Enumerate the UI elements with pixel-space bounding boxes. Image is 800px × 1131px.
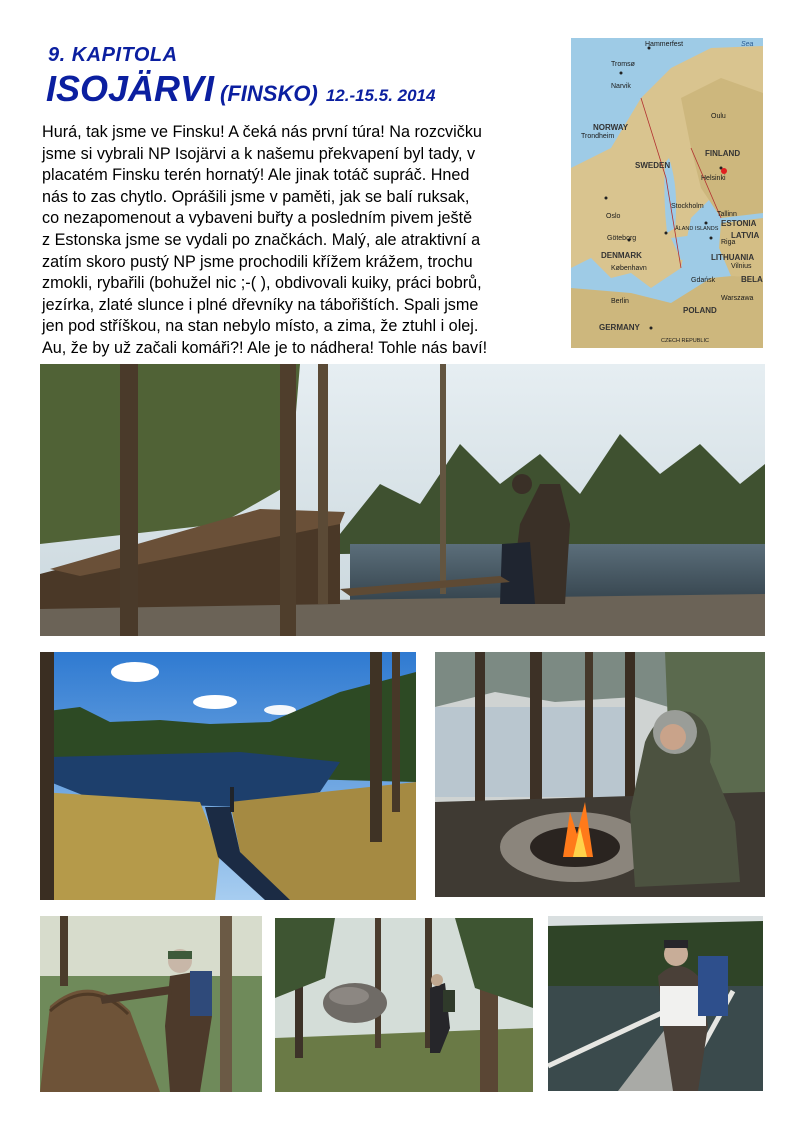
scandinavia-map <box>571 38 763 348</box>
title-dates: 12.-15.5. 2014 <box>325 86 436 105</box>
story-line: jen pod stříškou, na stan nebylo místo, a zima, že ztuhl i olej. <box>42 317 479 336</box>
map-country-label: LITHUANIA <box>711 253 755 262</box>
photo-campfire <box>435 652 765 897</box>
story-line: placatém Finsku terén hornatý! Ale jinak totáč supráč. Hned <box>42 166 470 185</box>
title-country: (FINSKO) <box>220 81 318 106</box>
map-label: Riga <box>721 239 736 246</box>
story-line: Hurá, tak jsme ve Finsku! A čeká nás první túra! Na rozcvičku <box>42 123 482 141</box>
photo-lean-to-lake <box>40 364 765 636</box>
story-line: jsme si vybrali NP Isojärvi a k našemu překvapení byl tady, v <box>42 144 476 163</box>
map-label: Vilnius <box>731 263 752 270</box>
map-city-dot <box>650 327 653 330</box>
map-label: Warszawa <box>721 295 754 302</box>
story-line: z Estonska jsme se vydali po značkách. Malý, ale atraktivní a <box>42 230 481 249</box>
map-country-label: FINLAND <box>705 149 741 158</box>
map-country-label: ESTONIA <box>721 219 757 228</box>
map-label: Tallinn <box>717 211 737 218</box>
story-line: jezírka, zlaté slunce i plné dřevníky na tábořištích. Spali jsme <box>42 295 479 314</box>
map-label: Gdańsk <box>691 277 716 284</box>
map-country-label: DENMARK <box>601 251 642 260</box>
photo-footbridge <box>548 916 763 1091</box>
map-label: Hammerfest <box>645 41 684 48</box>
photo-pond-stream <box>40 652 416 900</box>
map-country-label: NORWAY <box>593 123 629 132</box>
story-line: zatím skoro pustý NP jsme prochodili křížem krážem, trochu <box>42 252 473 271</box>
map-city-dot <box>705 222 708 225</box>
map-label: Tromsø <box>611 61 635 68</box>
map-location-marker <box>721 168 727 174</box>
map-country-label: GERMANY <box>599 323 640 332</box>
map-country-label: SWEDEN <box>635 161 671 170</box>
map-city-dot <box>665 232 668 235</box>
map-label: Helsinki <box>701 175 726 182</box>
map-city-dot <box>620 72 623 75</box>
story-line: co nezapomenout a vybaveni buřty a posledním pivem ještě <box>42 209 473 228</box>
map-corner-label: CZECH REPUBLIC <box>661 338 709 344</box>
page-title <box>46 68 435 110</box>
map-island-label: ÅLAND ISLANDS <box>675 226 719 232</box>
story-line: zmokli, rybařili (bohužel nic ;-( ), obdivovali kuiky, práci bobrů, <box>42 274 482 293</box>
map-country-label: BELA <box>741 275 763 284</box>
map-label: Narvik <box>611 83 631 90</box>
story-text <box>42 122 562 360</box>
story-line: nás to zas chytlo. Oprášili jsme v paměti, jak se balí ruksak, <box>42 187 470 206</box>
map-sea-label: Sea <box>741 41 754 48</box>
map-label: Trondheim <box>581 133 615 140</box>
chapter-label: 9. KAPITOLA <box>48 44 178 66</box>
map-label: Berlin <box>611 298 629 305</box>
map-label: Göteborg <box>607 235 637 242</box>
map-label: Stockholm <box>671 203 704 210</box>
map-city-dot <box>710 237 713 240</box>
map-city-dot <box>605 197 608 200</box>
map-country-label: LATVIA <box>731 231 760 240</box>
photo-boulder-forest <box>275 918 533 1092</box>
title-main: ISOJÄRVI <box>46 68 215 109</box>
map-label: Oslo <box>606 213 621 220</box>
map-country-label: POLAND <box>683 306 717 315</box>
map-label: Oulu <box>711 113 726 120</box>
photo-anthill <box>40 916 262 1092</box>
story-line: Au, že by už začali komáři?! Ale je to nádhera! Tohle nás baví! <box>42 338 488 357</box>
map-label: København <box>611 265 647 272</box>
